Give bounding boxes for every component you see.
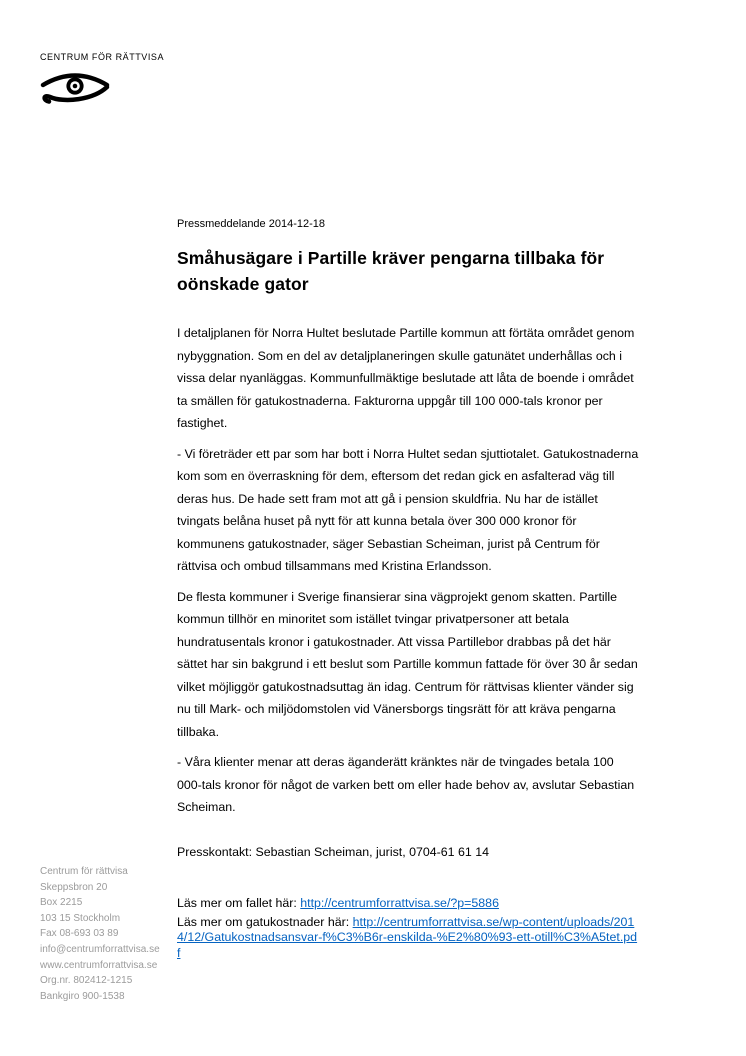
footer-line: Org.nr. 802412-1215 — [40, 975, 133, 987]
links-section — [177, 896, 640, 961]
article-paragraph: I detaljplanen för Norra Hultet beslutade Partille kommun att förtäta området genom nybyggnation. Som en del av detaljplaneringen skulle gatunätet underhållas och i vissa delar nyanläggas. Kommunfullmäktige beslutade att låta de boende i området ta smällen för gatukostnaderna. Fakturorna uppgår till 100 000-tals kronor per fastighet. — [177, 326, 635, 430]
press-release — [177, 218, 640, 964]
footer-line: 103 15 Stockholm — [40, 912, 121, 924]
eye-logo-icon — [40, 71, 180, 110]
article-paragraphs — [177, 322, 640, 819]
presskontakt-line: Presskontakt: Sebastian Scheiman, jurist, 0704-61 61 14 — [177, 844, 490, 859]
footer-line: www.centrumforrattvisa.se — [40, 959, 158, 971]
footer-line: Bankgiro 900-1538 — [40, 990, 125, 1002]
doc-link[interactable]: http://centrumforrattvisa.se/wp-content/uploads/2014/12/Gatukostnadsansvar-f%C3%B6r-enskilda-%E2%80%93-ett-otill%C3%A5tet.pdf — [177, 914, 638, 960]
doc-link[interactable]: http://centrumforrattvisa.se/?p=5886 — [300, 896, 499, 910]
footer-line: Box 2215 — [40, 897, 83, 909]
dateline: Pressmeddelande 2014-12-18 — [177, 218, 325, 230]
footer-address — [40, 864, 175, 1004]
article-title: Småhusägare i Partille kräver pengarna tillbaka för oönskade gator — [177, 248, 605, 294]
footer-line: info@centrumforrattvisa.se — [40, 943, 160, 955]
article-paragraph: - Vi företräder ett par som har bott i Norra Hultet sedan sjuttiotalet. Gatukostnaderna kom som en överraskning för dem, eftersom det redan gick en asfalterad väg till deras hus. De hade sett fram mot att gå i pension skuldfria. Nu har de istället tvingats belåna huset på nytt för att kunna betala över 300 000 kronor för kommunens gatukostnader, säger Sebastian Scheiman, jurist på Centrum för rättvisa och ombud tillsammans med Kristina Erlandsson. — [177, 446, 639, 573]
link-line — [177, 896, 640, 912]
link-prefix: Läs mer om fallet här: — [177, 896, 301, 910]
article-paragraph: De flesta kommuner i Sverige finansierar sina vägprojekt genom skatten. Partille kommun tillhör en minoritet som istället tvingar privatpersoner att betala hundratusentals kronor i gatukostnader. Att vissa Partillebor drabbas på det här sättet har sin bakgrund i ett beslut som Partille kommun fattade för över 30 år sedan vilket möjliggör gatukostnadsuttag än idag. Centrum för rättvisas klienter vänder sig nu till Mark- och miljödomstolen vid Vänersborgs tingsrätt för att kräva pengarna tillbaka. — [177, 589, 638, 739]
footer-line: Fax 08-693 03 89 — [40, 928, 119, 940]
link-line — [177, 915, 640, 962]
article-paragraph: - Våra klienter menar att deras äganderätt kränktes när de tvingades betala 100 000-tals kronor för något de varken bett om eller hade behov av, avslutar Sebastian Scheiman. — [177, 755, 635, 814]
logo — [40, 52, 180, 110]
footer-line: Skeppsbron 20 — [40, 881, 108, 893]
logo-wordmark: CENTRUM FÖR RÄTTVISA — [40, 52, 165, 62]
link-prefix: Läs mer om gatukostnader här: — [177, 914, 353, 929]
footer-line: Centrum för rättvisa — [40, 866, 128, 877]
